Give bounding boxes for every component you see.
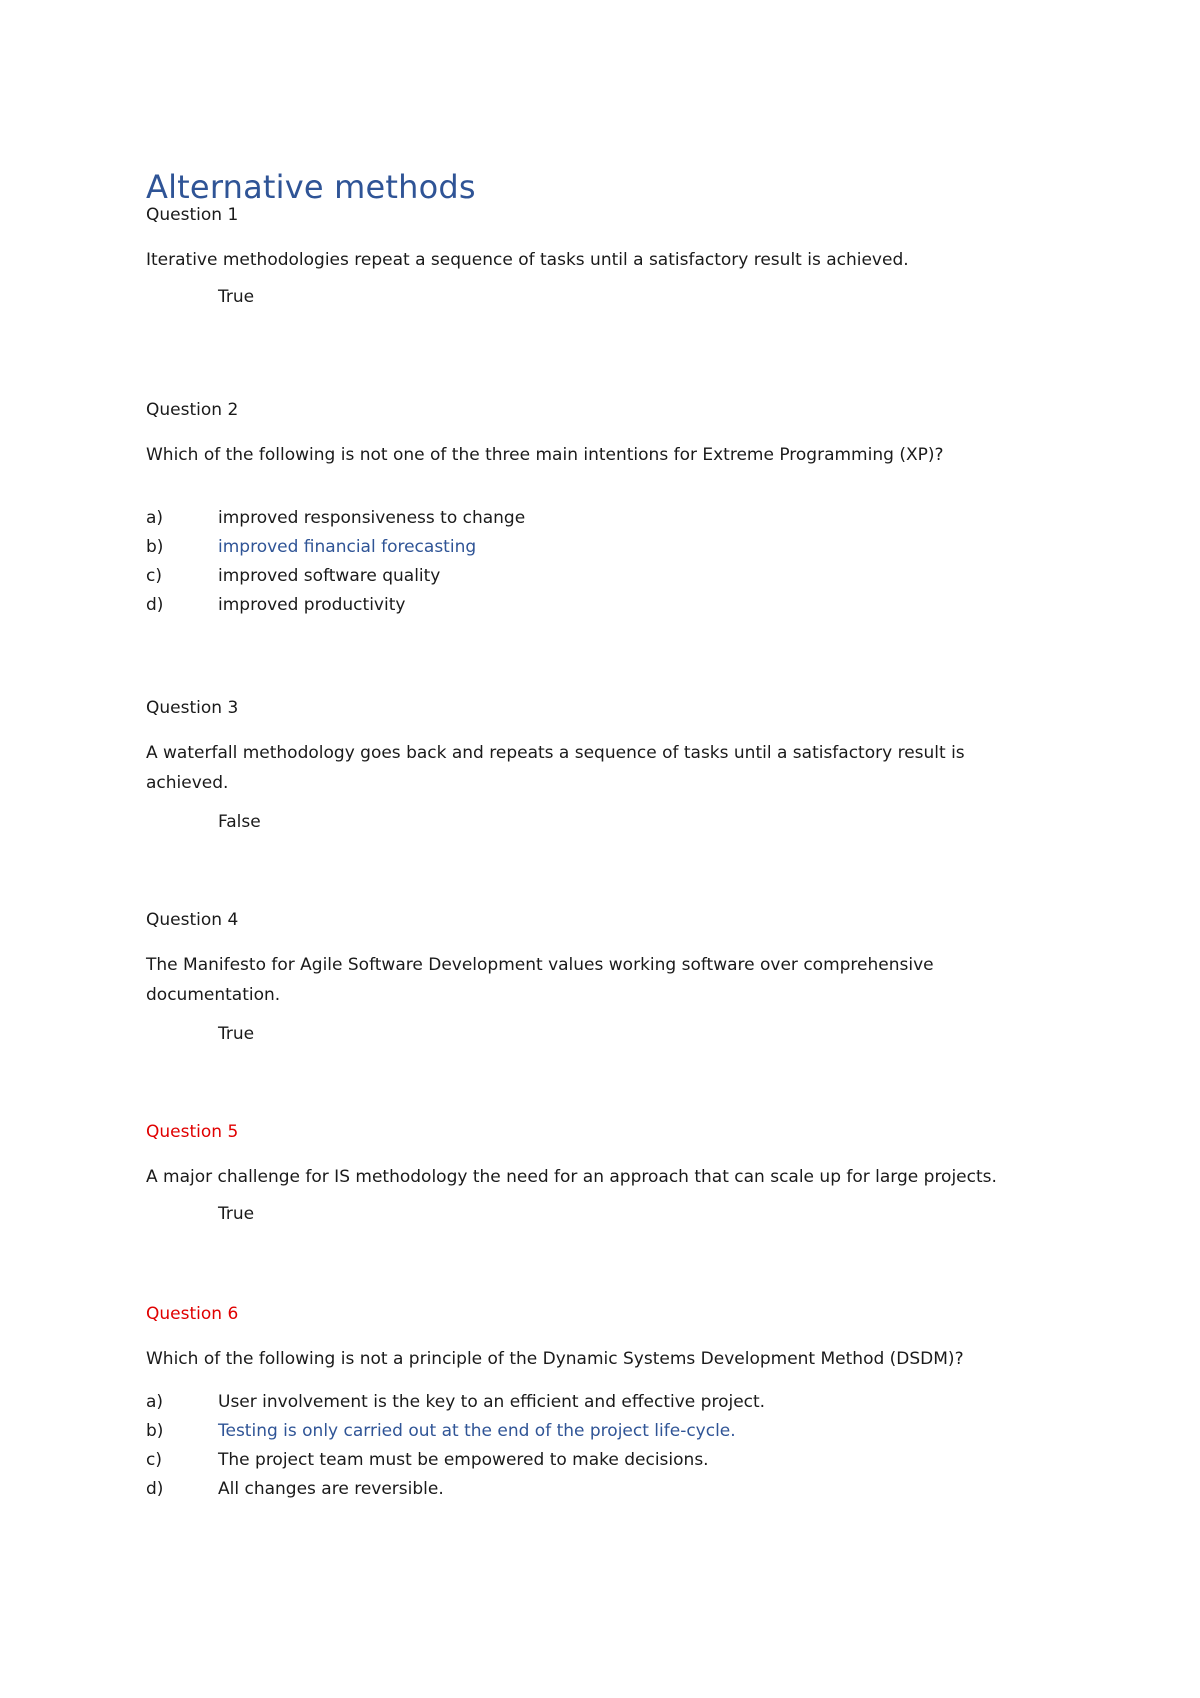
question-2 [146,398,1046,620]
document-title: Alternative methods [146,168,476,206]
question-heading-flagged: Question 5 [146,1122,239,1142]
option-text: improved productivity [218,595,406,615]
option-letter: a) [146,508,164,528]
option-text: improved software quality [218,566,441,586]
option-c [146,1446,1046,1475]
question-answer: True [218,1204,255,1224]
question-5 [146,1120,1046,1226]
question-heading: Question 3 [146,698,239,718]
option-text: User involvement is the key to an efficient and effective project. [218,1392,766,1412]
option-letter: c) [146,1450,162,1470]
question-1 [146,203,1046,309]
question-answer: False [218,812,261,832]
question-text: A major challenge for IS methodology the need for an approach that can scale up for large projects. [146,1167,997,1187]
question-text: A waterfall methodology goes back and repeats a sequence of tasks until a satisfactory result is achieved. [146,743,965,793]
question-answer: True [218,287,255,307]
option-text: All changes are reversible. [218,1479,444,1499]
question-text: Which of the following is not a principle of the Dynamic Systems Development Method (DSDM)? [146,1349,964,1369]
option-text-correct: Testing is only carried out at the end of the project life-cycle. [218,1421,736,1441]
option-text-correct: improved financial forecasting [218,537,477,557]
option-d [146,1475,1046,1504]
option-letter: c) [146,566,162,586]
question-text: Iterative methodologies repeat a sequence of tasks until a satisfactory result is achieved. [146,250,909,270]
option-letter: a) [146,1392,164,1412]
question-heading: Question 4 [146,910,239,930]
option-text: The project team must be empowered to make decisions. [218,1450,709,1470]
option-letter: b) [146,1421,164,1441]
option-letter: d) [146,1479,164,1499]
options-list [146,1388,1046,1504]
question-3 [146,696,1046,834]
options-list [146,504,1046,620]
option-a [146,504,1046,533]
option-letter: d) [146,595,164,615]
question-6 [146,1302,1046,1504]
option-a [146,1388,1046,1417]
option-letter: b) [146,537,164,557]
question-heading: Question 1 [146,205,239,225]
option-c [146,562,1046,591]
question-heading-flagged: Question 6 [146,1304,239,1324]
question-4 [146,908,1046,1046]
question-answer: True [218,1024,255,1044]
question-text: The Manifesto for Agile Software Development values working software over comprehensive documentation. [146,955,934,1005]
option-d [146,591,1046,620]
option-b [146,533,1046,562]
question-heading: Question 2 [146,400,239,420]
question-text: Which of the following is not one of the three main intentions for Extreme Programming (XP)? [146,445,944,465]
option-b [146,1417,1046,1446]
option-text: improved responsiveness to change [218,508,526,528]
